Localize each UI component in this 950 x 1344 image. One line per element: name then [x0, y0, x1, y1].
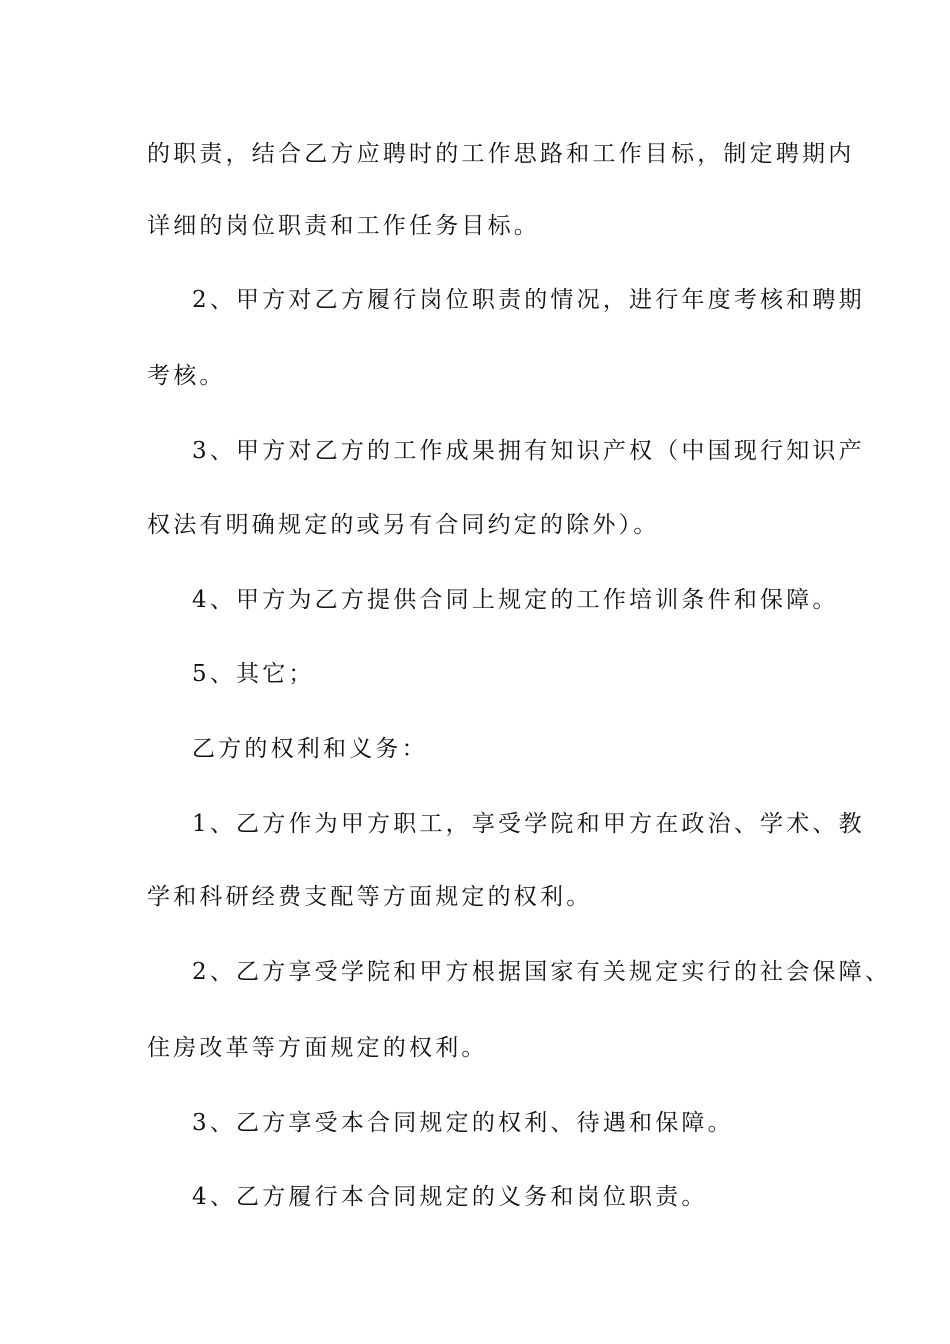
text-line: 考核。	[147, 363, 226, 389]
text-line: 的职责，结合乙方应聘时的工作思路和工作目标，制定聘期内	[147, 141, 855, 167]
text-line: 学和科研经费支配等方面规定的权利。	[147, 884, 593, 910]
text-line: 3、甲方对乙方的工作成果拥有知识产权（中国现行知识产	[192, 438, 865, 464]
text-line: 3、乙方享受本合同规定的权利、待遇和保障。	[192, 1110, 734, 1136]
text-line: 权法有明确规定的或另有合同约定的除外）。	[147, 512, 660, 538]
text-line: 5、其它；	[192, 661, 315, 687]
text-line: 1、乙方作为甲方职工，享受学院和甲方在政治、学术、教	[192, 811, 865, 837]
text-line: 2、乙方享受学院和甲方根据国家有关规定实行的社会保障、	[192, 959, 892, 985]
text-line: 4、甲方为乙方提供合同上规定的工作培训条件和保障。	[192, 587, 839, 613]
text-line: 2、甲方对乙方履行岗位职责的情况，进行年度考核和聘期	[192, 287, 865, 313]
text-line: 住房改革等方面规定的权利。	[147, 1035, 488, 1061]
text-line: 详细的岗位职责和工作任务目标。	[147, 213, 540, 239]
section-heading: 乙方的权利和义务：	[192, 736, 428, 762]
text-line: 4、乙方履行本合同规定的义务和岗位职责。	[192, 1184, 708, 1210]
